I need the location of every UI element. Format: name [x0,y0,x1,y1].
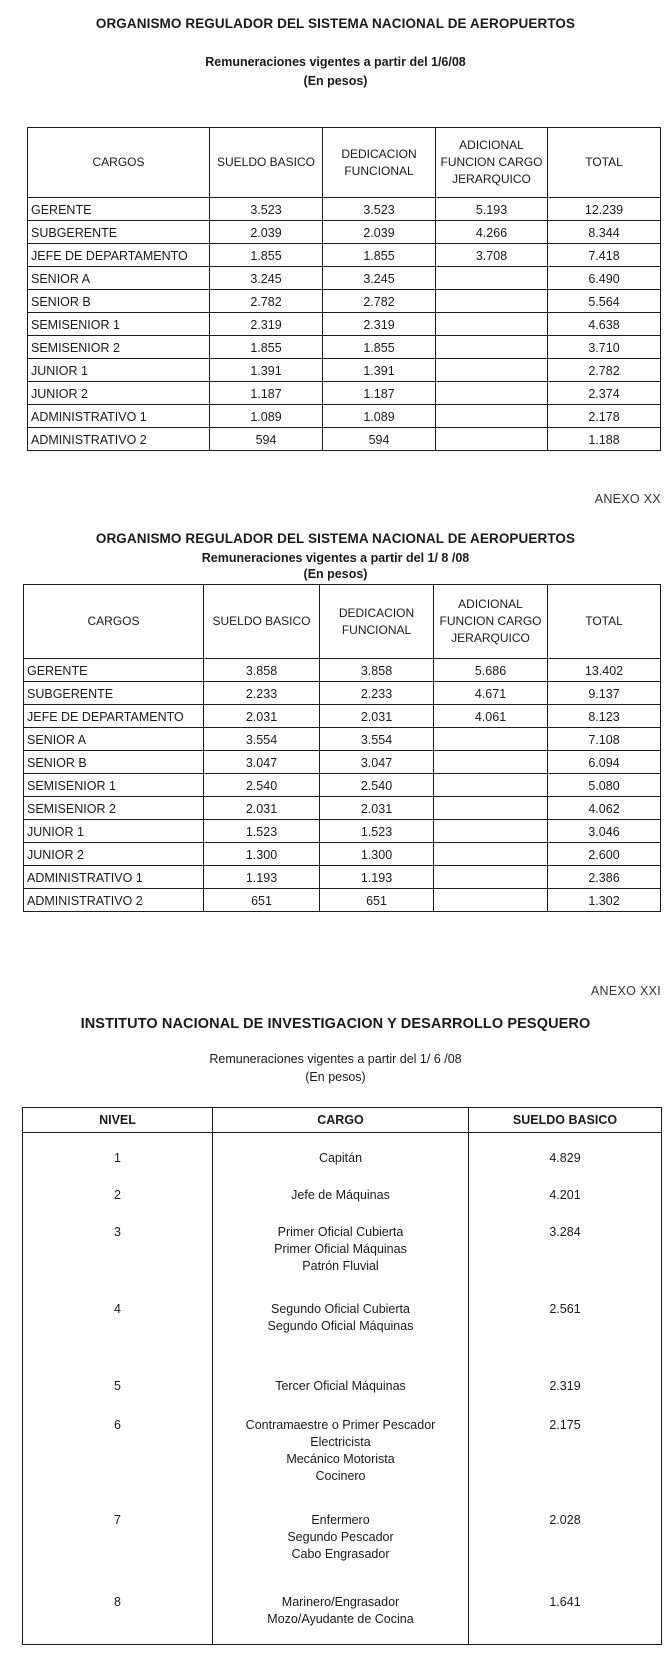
cell-sueldo: 2.031 [204,705,320,728]
cell-total: 6.490 [548,267,661,290]
cell-adicional [434,866,548,889]
cargo-line: Segundo Pescador [287,1530,394,1545]
table-row [28,313,661,336]
table-row [23,1133,662,1171]
cell-nivel: 6 [23,1400,213,1493]
cell-sueldo: 2.540 [204,774,320,797]
cargo-line: Patrón Fluvial [302,1259,379,1274]
section1-unit: (En pesos) [303,74,368,88]
table-row [23,1207,662,1281]
cell-adicional [434,797,548,820]
table-row [23,1400,662,1493]
cell-cargo: SEMISENIOR 1 [24,774,204,797]
cell-total: 7.108 [548,728,661,751]
cell-sueldo: 2.561 [469,1281,662,1340]
cell-cargo [213,1492,469,1569]
cell-cargo: JUNIOR 2 [24,843,204,866]
table-row [28,359,661,382]
cell-dedicacion: 2.319 [323,313,436,336]
cell-dedicacion: 1.391 [323,359,436,382]
cell-sueldo: 3.858 [204,659,320,682]
cell-cargo: SENIOR A [24,728,204,751]
cell-cargo: JEFE DE DEPARTAMENTO [24,705,204,728]
table-row [28,221,661,244]
header-cargos: CARGOS [24,585,204,659]
table-row [28,290,661,313]
cell-sueldo: 3.245 [210,267,323,290]
cargo-line: Electricista [310,1434,371,1449]
cell-cargo: SUBGERENTE [24,682,204,705]
section2-subtitle: Remuneraciones vigentes a partir del 1/ 8 /08 [201,551,470,565]
header-total: TOTAL [548,585,661,659]
cell-total: 4.062 [548,797,661,820]
cell-sueldo: 4.829 [469,1133,662,1171]
header-cargos: CARGOS [28,128,210,198]
cell-sueldo: 1.855 [210,244,323,267]
cargo-line: Segundo Oficial Máquinas [267,1319,414,1334]
cell-cargo: ADMINISTRATIVO 2 [24,889,204,912]
cell-dedicacion: 1.187 [323,382,436,405]
cell-total: 3.046 [548,820,661,843]
cargo-line: Segundo Oficial Cubierta [271,1302,410,1317]
cell-adicional [436,290,548,313]
cell-cargo [213,1207,469,1281]
cell-sueldo: 2.782 [210,290,323,313]
cell-sueldo: 2.175 [469,1400,662,1493]
section3-unit: (En pesos) [305,1070,366,1084]
cell-dedicacion: 3.245 [323,267,436,290]
cell-adicional [436,428,548,451]
cell-adicional [434,843,548,866]
cell-sueldo: 1.391 [210,359,323,382]
cell-adicional [434,728,548,751]
cell-adicional [434,774,548,797]
cell-sueldo: 4.201 [469,1170,662,1207]
cell-cargo: JUNIOR 2 [28,382,210,405]
cell-dedicacion: 594 [323,428,436,451]
cell-total: 3.710 [548,336,661,359]
table-row [28,244,661,267]
table-row [24,682,661,705]
table-row [23,1340,662,1400]
cell-dedicacion: 2.233 [320,682,434,705]
table-row [24,774,661,797]
cell-sueldo: 3.523 [210,198,323,221]
table-row [23,1281,662,1340]
table-header-row [24,585,661,659]
table-row [28,336,661,359]
cell-adicional: 3.708 [436,244,548,267]
cell-dedicacion: 3.554 [320,728,434,751]
table-row [23,1570,662,1645]
cell-cargo [213,1281,469,1340]
cell-cargo [213,1400,469,1493]
cell-sueldo: 2.031 [204,797,320,820]
cargo-line: Cabo Engrasador [291,1547,390,1562]
cell-cargo [213,1133,469,1171]
cell-cargo: SENIOR A [28,267,210,290]
cell-adicional: 4.061 [434,705,548,728]
cell-cargo: GERENTE [28,198,210,221]
cell-total: 9.137 [548,682,661,705]
cell-total: 6.094 [548,751,661,774]
section3-title: INSTITUTO NACIONAL DE INVESTIGACION Y DESARROLLO PESQUERO [80,1016,591,1032]
section1-title: ORGANISMO REGULADOR DEL SISTEMA NACIONAL DE AEROPUERTOS [95,16,576,31]
cell-cargo: SUBGERENTE [28,221,210,244]
cell-cargo: SEMISENIOR 2 [24,797,204,820]
cargo-line: Primer Oficial Máquinas [274,1242,407,1257]
cargo-line: Capitán [318,1151,363,1165]
table-row [24,705,661,728]
cell-dedicacion: 3.047 [320,751,434,774]
cell-sueldo: 3.047 [204,751,320,774]
cell-sueldo: 1.089 [210,405,323,428]
cell-nivel: 8 [23,1570,213,1645]
cell-dedicacion: 3.523 [323,198,436,221]
cell-total: 8.344 [548,221,661,244]
table-row [28,267,661,290]
table-row [24,866,661,889]
header-sueldo-basico: SUELDO BASICO [204,585,320,659]
cell-total: 2.782 [548,359,661,382]
cell-cargo: ADMINISTRATIVO 1 [28,405,210,428]
header-adicional: ADICIONAL FUNCION CARGO JERARQUICO [436,128,548,198]
cell-total: 1.302 [548,889,661,912]
header-adicional: ADICIONAL FUNCION CARGO JERARQUICO [434,585,548,659]
section1-subtitle: Remuneraciones vigentes a partir del 1/6/08 [205,55,466,69]
cell-cargo [213,1170,469,1207]
header-dedicacion-funcional: DEDICACION FUNCIONAL [320,585,434,659]
cell-nivel: 3 [23,1207,213,1281]
cell-cargo: SEMISENIOR 1 [28,313,210,336]
cell-total: 2.178 [548,405,661,428]
cell-sueldo: 1.523 [204,820,320,843]
cell-sueldo: 3.554 [204,728,320,751]
cell-sueldo: 1.300 [204,843,320,866]
cargo-line: Mecánico Motorista [286,1451,395,1466]
cargo-line: Cocinero [315,1468,366,1483]
table-row [28,405,661,428]
header-cargo: CARGO [213,1108,469,1133]
cell-total: 5.080 [548,774,661,797]
table-row [28,382,661,405]
cell-nivel: 4 [23,1281,213,1340]
cell-total: 8.123 [548,705,661,728]
cell-sueldo: 3.284 [469,1207,662,1281]
cell-adicional [436,382,548,405]
header-sueldo-basico: SUELDO BASICO [469,1108,662,1133]
cell-sueldo: 594 [210,428,323,451]
cell-sueldo: 2.039 [210,221,323,244]
cell-cargo: GERENTE [24,659,204,682]
cell-total: 2.386 [548,866,661,889]
cell-dedicacion: 1.089 [323,405,436,428]
cargo-line: Marinero/Engrasador [281,1594,400,1609]
cell-sueldo: 1.855 [210,336,323,359]
cargo-line: Primer Oficial Cubierta [277,1225,404,1240]
section2-title: ORGANISMO REGULADOR DEL SISTEMA NACIONAL DE AEROPUERTOS [95,531,576,546]
cell-total: 4.638 [548,313,661,336]
table-row [24,659,661,682]
table-row [24,889,661,912]
cell-cargo: JEFE DE DEPARTAMENTO [28,244,210,267]
cargo-line: Mozo/Ayudante de Cocina [267,1611,414,1626]
cell-cargo: SENIOR B [28,290,210,313]
cell-cargo: SEMISENIOR 2 [28,336,210,359]
header-total: TOTAL [548,128,661,198]
cell-adicional [434,889,548,912]
cell-dedicacion: 651 [320,889,434,912]
anexo-xxi-label: ANEXO XXI [590,984,661,998]
anexo-xx-label: ANEXO XX [594,492,661,506]
cell-cargo: ADMINISTRATIVO 1 [24,866,204,889]
header-nivel: NIVEL [23,1108,213,1133]
cell-dedicacion: 1.855 [323,244,436,267]
cell-sueldo: 1.193 [204,866,320,889]
cell-total: 7.418 [548,244,661,267]
cell-adicional: 5.193 [436,198,548,221]
cell-adicional [436,267,548,290]
cargo-line: Contramaestre o Primer Pescador [245,1417,436,1432]
table-row [24,843,661,866]
cell-cargo: SENIOR B [24,751,204,774]
cell-total: 1.188 [548,428,661,451]
cell-dedicacion: 2.031 [320,797,434,820]
salary-table-aeropuertos-ago08 [23,584,661,912]
table-row [28,428,661,451]
table-header-row [23,1108,662,1133]
cell-cargo: JUNIOR 1 [28,359,210,382]
cell-cargo: ADMINISTRATIVO 2 [28,428,210,451]
cell-cargo [213,1570,469,1645]
cell-dedicacion: 2.540 [320,774,434,797]
table-row [24,797,661,820]
table-header-row [28,128,661,198]
cell-dedicacion: 1.193 [320,866,434,889]
cell-dedicacion: 2.031 [320,705,434,728]
cell-dedicacion: 1.523 [320,820,434,843]
cell-sueldo: 2.028 [469,1492,662,1569]
table-row [24,728,661,751]
cell-total: 5.564 [548,290,661,313]
table-row [24,751,661,774]
cell-adicional [436,336,548,359]
cell-cargo: JUNIOR 1 [24,820,204,843]
salary-table-pesquero [22,1107,662,1645]
cell-total: 12.239 [548,198,661,221]
cell-dedicacion: 1.855 [323,336,436,359]
cell-adicional [436,405,548,428]
cell-sueldo: 2.319 [210,313,323,336]
cell-adicional [436,313,548,336]
table-row [28,198,661,221]
cell-adicional [434,820,548,843]
table-row [23,1170,662,1207]
section3-subtitle: Remuneraciones vigentes a partir del 1/ 6 /08 [209,1052,462,1066]
cargo-line: Tercer Oficial Máquinas [275,1378,406,1393]
table-row [23,1492,662,1569]
cell-sueldo: 2.233 [204,682,320,705]
cell-nivel: 5 [23,1340,213,1400]
cell-cargo [213,1340,469,1400]
cell-dedicacion: 2.039 [323,221,436,244]
cell-dedicacion: 1.300 [320,843,434,866]
cell-sueldo: 1.641 [469,1570,662,1645]
cell-nivel: 2 [23,1170,213,1207]
cell-dedicacion: 2.782 [323,290,436,313]
cell-nivel: 7 [23,1492,213,1569]
cell-adicional: 4.671 [434,682,548,705]
header-dedicacion-funcional: DEDICACION FUNCIONAL [323,128,436,198]
cell-sueldo: 651 [204,889,320,912]
cell-dedicacion: 3.858 [320,659,434,682]
cell-sueldo: 2.319 [469,1340,662,1400]
cargo-line: Jefe de Máquinas [291,1188,390,1203]
salary-table-aeropuertos-jun08 [27,127,661,451]
cell-total: 2.374 [548,382,661,405]
cell-nivel: 1 [23,1133,213,1171]
cell-adicional [436,359,548,382]
table-row [24,820,661,843]
cell-adicional: 4.266 [436,221,548,244]
cell-total: 2.600 [548,843,661,866]
cell-adicional: 5.686 [434,659,548,682]
cell-sueldo: 1.187 [210,382,323,405]
header-sueldo-basico: SUELDO BASICO [210,128,323,198]
cell-total: 13.402 [548,659,661,682]
section2-unit: (En pesos) [303,567,368,581]
cell-adicional [434,751,548,774]
cargo-line: Enfermero [311,1513,370,1528]
